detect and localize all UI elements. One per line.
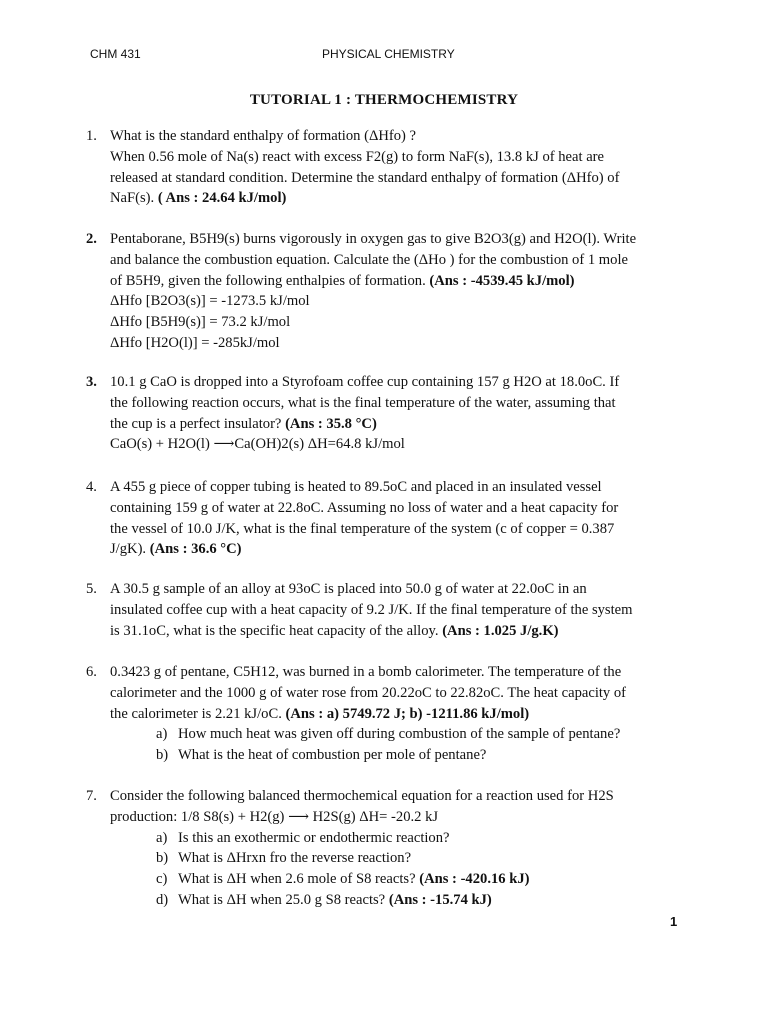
- question-5: [86, 579, 680, 641]
- question-line: insulated coffee cup with a heat capacity of 9.2 J/K. If the final temperature of the system: [110, 601, 633, 618]
- answer: (Ans : 36.6 °C): [149, 541, 242, 558]
- question-line: A 30.5 g sample of an alloy at 93oC is placed into 50.0 g of water at 22.0oC in an: [110, 581, 587, 597]
- question-number: 5.: [86, 581, 97, 597]
- question-line: containing 159 g of water at 22.8oC. Assuming no loss of water and a heat capacity for: [110, 499, 619, 516]
- question-text: NaF(s).: [110, 190, 155, 207]
- question-text: the calorimeter is 2.21 kJ/oC.: [110, 705, 282, 722]
- answer: (Ans : a) 5749.72 J; b) -1211.86 kJ/mol): [285, 705, 530, 722]
- sub-question-b: b) What is ΔHrxn fro the reverse reaction?: [156, 850, 412, 867]
- subject-heading: PHYSICAL CHEMISTRY: [322, 47, 455, 61]
- question-number: 2.: [86, 231, 97, 247]
- question-number: 1.: [86, 128, 97, 144]
- question-line: Pentaborane, B5H9(s) burns vigorously in oxygen gas to give B2O3(g) and H2O(l). Write: [110, 231, 637, 247]
- question-line: [110, 539, 680, 560]
- question-line: calorimeter and the 1000 g of water rose from 20.22oC to 22.82oC. The heat capacity of: [110, 684, 627, 701]
- question-line: the vessel of 10.0 J/K, what is the final temperature of the system (c of copper = 0.387: [110, 520, 615, 537]
- question-text: is 31.1oC, what is the specific heat capacity of the alloy.: [110, 622, 439, 639]
- page-number: 1: [670, 914, 678, 929]
- question-number: 3.: [86, 374, 97, 390]
- reaction-equation: CaO(s) + H2O(l) ⟶Ca(OH)2(s) ΔH=64.8 kJ/mol: [110, 436, 405, 453]
- question-line: [110, 414, 680, 435]
- tutorial-title: TUTORIAL 1 : THERMOCHEMISTRY: [249, 92, 519, 108]
- question-text: of B5H9, given the following enthalpies of formation.: [110, 272, 426, 289]
- question-line: [110, 271, 680, 292]
- question-line: When 0.56 mole of Na(s) react with excess F2(g) to form NaF(s), 13.8 kJ of heat are: [110, 148, 605, 165]
- question-7: [86, 786, 680, 911]
- answer: (Ans : -4539.45 kJ/mol): [429, 272, 575, 289]
- question-line: What is the standard enthalpy of formation (ΔHfo) ?: [110, 128, 417, 144]
- question-3: [86, 372, 680, 455]
- question-text: the cup is a perfect insulator?: [110, 415, 282, 432]
- question-line: Consider the following balanced thermochemical equation for a reaction used for H2S: [110, 788, 614, 804]
- sub-question-d: d) What is ΔH when 25.0 g S8 reacts? (Ans : -15.74 kJ): [156, 891, 492, 908]
- question-line: 10.1 g CaO is dropped into a Styrofoam coffee cup containing 157 g H2O at 18.0oC. If: [110, 374, 620, 390]
- question-line: [110, 704, 680, 725]
- enthalpy-data: ΔHfo [B2O3(s)] = -1273.5 kJ/mol: [110, 293, 310, 310]
- question-line: and balance the combustion equation. Calculate the (ΔHo ) for the combustion of 1 mole: [110, 251, 628, 268]
- question-line: 0.3423 g of pentane, C5H12, was burned in a bomb calorimeter. The temperature of the: [110, 664, 622, 680]
- answer: (Ans : 35.8 °C): [285, 415, 377, 432]
- question-number: 4.: [86, 479, 97, 495]
- answer: (Ans : -420.16 kJ): [419, 871, 530, 888]
- sub-question-c: c) What is ΔH when 2.6 mole of S8 reacts? (Ans : -420.16 kJ): [156, 871, 530, 888]
- sub-question-a: a) How much heat was given off during combustion of the sample of pentane?: [156, 726, 621, 743]
- question-line: released at standard condition. Determine the standard enthalpy of formation (ΔHfo) of: [110, 169, 620, 186]
- answer: (Ans : 1.025 J/g.K): [442, 622, 559, 639]
- answer: ( Ans : 24.64 kJ/mol): [157, 190, 287, 207]
- course-code: CHM 431: [90, 47, 141, 61]
- answer: (Ans : -15.74 kJ): [388, 891, 492, 908]
- question-text: J/gK).: [110, 541, 147, 558]
- question-line: production: 1/8 S8(s) + H2(g) ⟶ H2S(g) ΔH= -20.2 kJ: [110, 808, 439, 825]
- question-line: [110, 188, 680, 209]
- question-number: 7.: [86, 788, 97, 804]
- question-1: [86, 126, 680, 209]
- sub-question-b: b) What is the heat of combustion per mole of pentane?: [156, 747, 487, 764]
- question-6: [86, 662, 680, 766]
- question-line: [110, 621, 680, 642]
- sub-question-a: a) Is this an exothermic or endothermic reaction?: [156, 829, 450, 846]
- question-2: [86, 229, 680, 354]
- enthalpy-data: ΔHfo [H2O(l)] = -285kJ/mol: [110, 334, 280, 351]
- question-line: A 455 g piece of copper tubing is heated to 89.5oC and placed in an insulated vessel: [110, 479, 602, 495]
- enthalpy-data: ΔHfo [B5H9(s)] = 73.2 kJ/mol: [110, 314, 291, 331]
- question-line: the following reaction occurs, what is the final temperature of the water, assuming that: [110, 394, 616, 411]
- question-number: 6.: [86, 664, 97, 680]
- question-4: [86, 477, 680, 560]
